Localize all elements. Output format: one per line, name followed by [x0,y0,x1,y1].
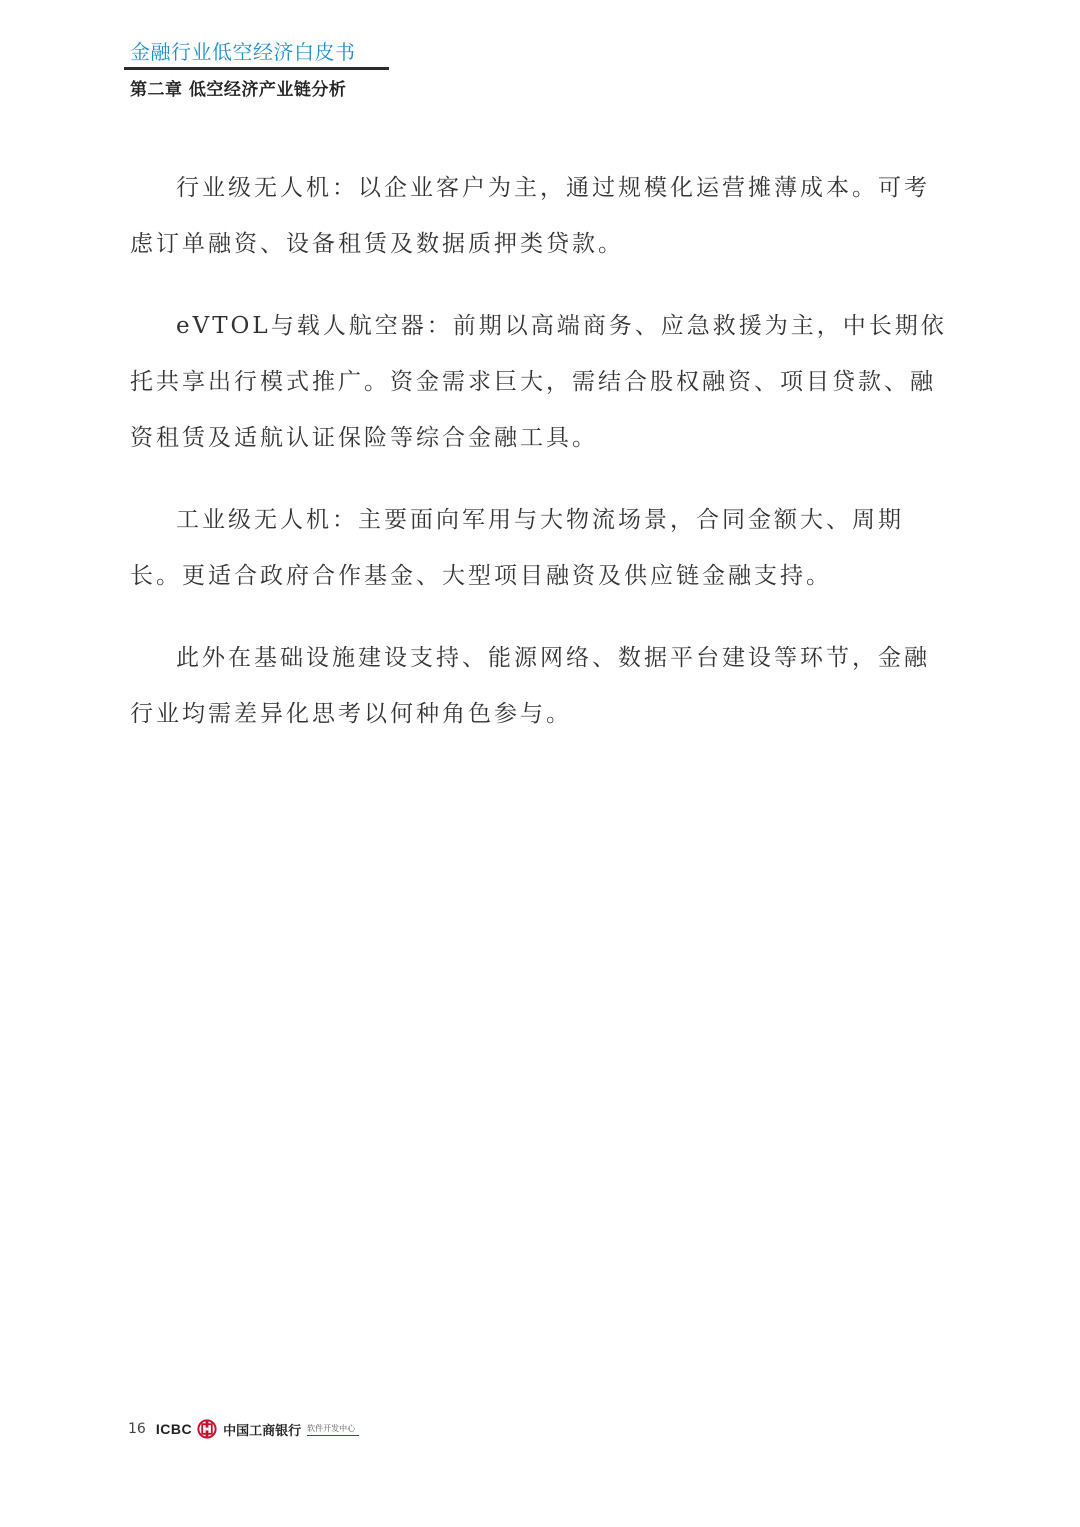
page-footer [128,1418,359,1440]
document-title: 金融行业低空经济白皮书 [130,40,356,64]
paragraph-infrastructure: 此外在基础设施建设支持、能源网络、数据平台建设等环节，金融行业均需差异化思考以何种角色参与。 [130,645,930,727]
paragraph-industrial-drones: 工业级无人机：主要面向军用与大物流场景，合同金额大、周期长。更适合政府合作基金、大型项目融资及供应链金融支持。 [130,507,904,589]
brand-name-en: ICBC [155,1421,193,1437]
brand-subtitle: 软件开发中心 [307,1423,359,1436]
paragraph-evtol: eVTOL与载人航空器：前期以高端商务、应急救援为主，中长期依托共享出行模式推广。资金需求巨大，需结合股权融资、项目贷款、融资租赁及适航认证保险等综合金融工具。 [130,313,947,451]
body-text [130,160,950,768]
header-divider [124,67,389,70]
paragraph-industry-drones: 行业级无人机：以企业客户为主，通过规模化运营摊薄成本。可考虑订单融资、设备租赁及数据质押类贷款。 [130,175,930,257]
icbc-logo-icon [197,1419,217,1439]
chapter-title: 第二章 低空经济产业链分析 [130,80,347,100]
brand-name-cn: 中国工商银行 [223,1423,302,1439]
page-number: 16 [128,1421,146,1437]
